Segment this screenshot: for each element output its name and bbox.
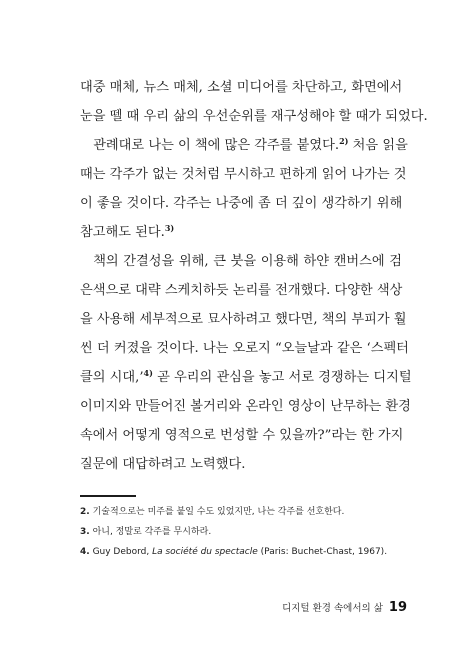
text-line: 대중 매체, 뉴스 매체, 소셜 미디어를 차단하고, 화면에서 xyxy=(80,80,403,95)
footnote-ref: 3) xyxy=(164,223,175,233)
footnotes xyxy=(80,502,410,562)
text-line: 을 사용해 세부적으로 묘사하려고 했다면, 책의 부피가 훨 xyxy=(80,312,407,327)
text-line: 이미지와 만들어진 볼거리와 온라인 영상이 난무하는 환경 xyxy=(80,399,411,414)
footnote-book-title: La société du spectacle xyxy=(152,547,258,557)
text-line xyxy=(80,131,408,160)
page-number: 19 xyxy=(388,600,407,615)
paragraph-2 xyxy=(80,131,408,247)
paragraph-1 xyxy=(80,73,428,131)
text-segment: 참고해도 된다. xyxy=(80,225,165,240)
text-line: 은색으로 대략 스케치하듯 논리를 전개했다. 다양한 색상 xyxy=(80,283,403,298)
text-line: 질문에 대답하려고 노력했다. xyxy=(80,457,246,472)
text-line xyxy=(80,218,402,247)
body-text xyxy=(80,73,428,479)
footnote-text: 아니, 정말로 각주를 무시하라. xyxy=(92,527,212,537)
footnote-item xyxy=(80,522,410,542)
text-segment: 관례대로 나는 이 책에 많은 각주를 붙였다. xyxy=(93,138,340,153)
footnote-item xyxy=(80,542,410,562)
footnote-text: Guy Debord, xyxy=(92,547,153,557)
text-line: 이 좋을 것이다. 각주는 나중에 좀 더 깊이 생각하기 위해 xyxy=(80,196,403,211)
text-line: 때는 각주가 없는 것처럼 무시하고 편하게 읽어 나가는 것 xyxy=(80,167,407,182)
running-title: 디지털 환경 속에서의 삶 xyxy=(282,603,383,614)
text-line xyxy=(80,247,402,276)
footnote-item xyxy=(80,502,410,522)
text-segment: 클의 시대,’ xyxy=(80,370,144,385)
text-line: 눈을 뗄 때 우리 삶의 우선순위를 재구성해야 할 때가 되었다. xyxy=(80,109,428,124)
footnote-ref: 4) xyxy=(143,368,153,378)
footnote-divider xyxy=(80,495,136,497)
footnote-text: 기술적으로는 미주를 붙일 수도 있었지만, 나는 각주를 선호한다. xyxy=(92,507,345,517)
text-line xyxy=(80,363,412,392)
footnote-text: (Paris: Buchet-Chast, 1967). xyxy=(257,547,388,557)
running-footer xyxy=(282,600,407,615)
text-segment: 곧 우리의 관심을 놓고 서로 경쟁하는 디지털 xyxy=(152,370,412,385)
footnote-number: 2. xyxy=(80,507,90,517)
footnote-number: 3. xyxy=(80,527,90,537)
text-line: 씬 더 커졌을 것이다. 나는 오로지 “오늘날과 같은 ‘스펙터 xyxy=(80,341,409,356)
text-segment: 처음 읽을 xyxy=(348,138,408,153)
text-line: 속에서 어떻게 영적으로 번성할 수 있을까?”라는 한 가지 xyxy=(80,428,404,443)
footnote-number: 4. xyxy=(80,547,90,557)
text-segment: 책의 간결성을 위해, 큰 붓을 이용해 하얀 캔버스에 검 xyxy=(93,254,402,269)
paragraph-3 xyxy=(80,247,412,479)
footnote-ref: 2) xyxy=(339,136,349,146)
